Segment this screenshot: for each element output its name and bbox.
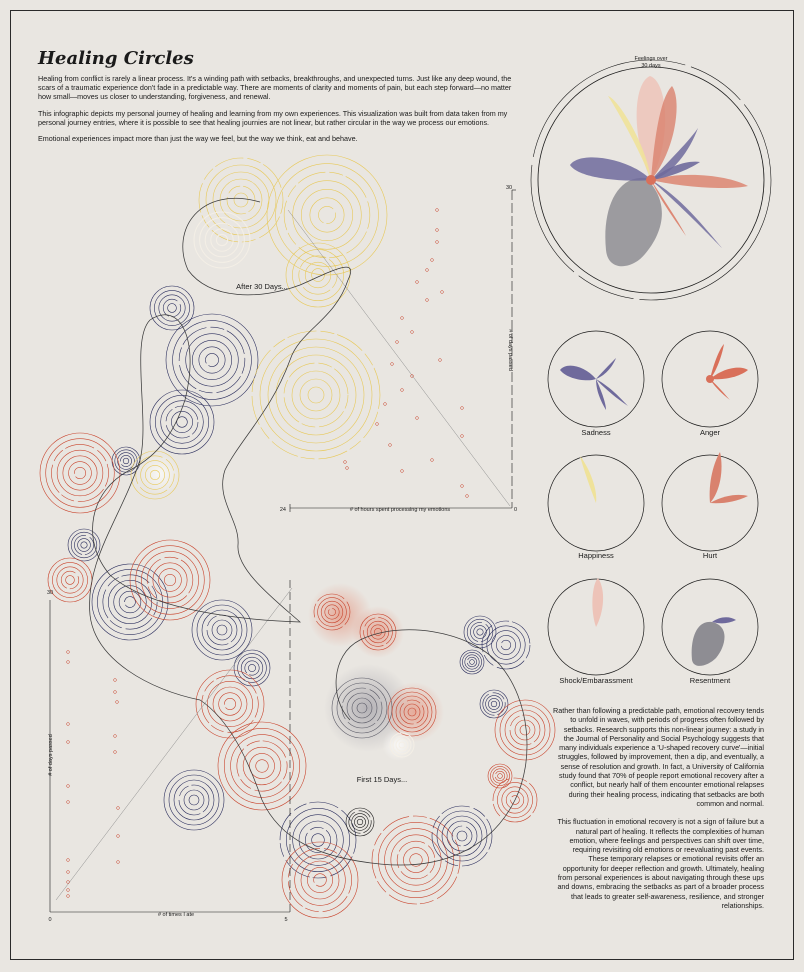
wheel-hurt-label: Hurt bbox=[702, 551, 718, 560]
ring-group-yellow bbox=[267, 155, 387, 275]
wheel-sadness bbox=[548, 331, 644, 437]
scatter-dot bbox=[461, 407, 464, 410]
wheel-sadness-label: Sadness bbox=[581, 428, 611, 437]
scatter-dot bbox=[67, 651, 70, 654]
scatter-dot bbox=[416, 417, 419, 420]
scatter-dot bbox=[67, 871, 70, 874]
scatter-dot bbox=[436, 241, 439, 244]
top-axis-x-label: # of hours spent processing my emotions bbox=[349, 507, 451, 513]
scatter-dot bbox=[67, 661, 70, 664]
body-paragraph-2: This fluctuation in emotional recovery is not a sign of failure but a natural part of healing. It reflects the complexities of human emotion, where feelings and perspectives can shift over time, requiring revisiting old emotions or reevaluating past events. These temporary relapses or emotional revisits offer an opportunity for deeper reflection and growth. Ultimately, healing from personal experiences is about navigating through these ups and downs, embracing the setbacks as part of a broader process that leads to greater self-awareness, resilience, and stronger relationships. bbox=[557, 817, 764, 910]
emotion-wheels bbox=[548, 331, 758, 685]
scatter-dot bbox=[67, 723, 70, 726]
scatter-dot bbox=[117, 835, 120, 838]
ring-group-red bbox=[218, 722, 306, 810]
ring-group-navy bbox=[150, 390, 214, 454]
bottom-scatter-dots bbox=[67, 651, 120, 898]
intro-paragraph-3: Emotional experiences impact more than just the way we feel, but the way we think, eat and behave. bbox=[38, 134, 358, 144]
scatter-dot bbox=[344, 461, 347, 464]
bottom-axis-y-max: 30 bbox=[46, 590, 54, 596]
wheel-happiness-label: Happiness bbox=[578, 551, 614, 560]
scatter-dot bbox=[431, 259, 434, 262]
top-axis-x-start: 24 bbox=[279, 507, 286, 513]
scatter-dot bbox=[431, 459, 434, 462]
ring-group-red bbox=[372, 816, 460, 904]
body-paragraph-1: Rather than following a predictable path, emotional recovery tends to unfold in waves, with periods of progress often followed by setbacks. Research supports this non-linear journey: a study in the Journal of Personality and Social Psychology suggests that many individuals experience a 'U-shaped recovery curve'—initial struggles, followed by improvement, then a dip, and eventually, a sense of resolution and growth. In fact, a University of California study found that 70% of people report emotional recovery after a conflict, but nearly half of them encounter emotional relapses during their healing process, indicating that setbacks are both common and normal. bbox=[553, 706, 764, 808]
scatter-dot bbox=[461, 435, 464, 438]
scatter-dot bbox=[416, 281, 419, 284]
ring-group-yellow bbox=[252, 331, 380, 459]
body-text bbox=[552, 706, 764, 919]
bottom-axis-x-label: # of times I ate bbox=[157, 912, 195, 918]
scatter-dot bbox=[114, 679, 117, 682]
intro-paragraph-2: This infographic depicts my personal journey of healing and learning from my own experiences. This visualization was built from data taken from my personal journey entries, where it is possible to see that healing journies are not linear, but rather circular in the way we process our emotions. bbox=[38, 108, 508, 127]
scatter-dot bbox=[117, 807, 120, 810]
scatter-dot bbox=[116, 701, 119, 704]
scatter-dot bbox=[67, 881, 70, 884]
wheel-anger bbox=[662, 331, 758, 437]
ring-group-navy bbox=[150, 286, 194, 330]
scatter-dot bbox=[401, 470, 404, 473]
big-petal-sadness-left bbox=[570, 157, 651, 180]
scatter-dot bbox=[391, 363, 394, 366]
ring-group-red bbox=[196, 670, 264, 738]
scatter-dot bbox=[401, 317, 404, 320]
wheel-resentment-label: Resentment bbox=[689, 676, 731, 685]
wheel-resentment bbox=[662, 579, 758, 685]
ring-group-yellow bbox=[199, 158, 283, 242]
scatter-dot bbox=[67, 801, 70, 804]
wheel-shock bbox=[548, 578, 644, 685]
feelings-label-line1: Feelings over bbox=[634, 56, 668, 62]
journey-path bbox=[90, 198, 527, 865]
after-30-days-label: After 30 Days... bbox=[236, 282, 288, 291]
scatter-dot bbox=[114, 691, 117, 694]
top-scatter-dots bbox=[344, 209, 469, 498]
concentric-circles bbox=[40, 155, 555, 918]
scatter-dot bbox=[466, 495, 469, 498]
first-15-days-label: First 15 Days... bbox=[356, 775, 408, 784]
glow-layer bbox=[140, 454, 444, 761]
scatter-dot bbox=[114, 751, 117, 754]
bottom-axis-y-min: 0 bbox=[48, 917, 52, 923]
top-axis-y-label: # of days passed bbox=[507, 329, 513, 371]
ring-group-ink bbox=[346, 808, 374, 836]
scatter-dot bbox=[411, 331, 414, 334]
scatter-dot bbox=[426, 269, 429, 272]
wheel-hurt bbox=[662, 452, 758, 560]
wheel-shock-label: Shock/Embarassment bbox=[559, 676, 633, 685]
ring-group-navy bbox=[164, 770, 224, 830]
scatter-dot bbox=[439, 359, 442, 362]
wheel-anger-label: Anger bbox=[699, 428, 721, 437]
bottom-axis-y-label: # of days passed bbox=[48, 734, 54, 776]
ring-group-navy bbox=[234, 650, 270, 686]
top-axis-x-end: 0 bbox=[514, 507, 518, 513]
ring-group-navy bbox=[460, 650, 484, 674]
scatter-dot bbox=[67, 859, 70, 862]
scatter-dot bbox=[67, 741, 70, 744]
ring-group-red bbox=[488, 764, 512, 788]
feelings-wheel bbox=[531, 56, 771, 300]
scatter-dot bbox=[436, 209, 439, 212]
ring-group-red bbox=[130, 540, 210, 620]
scatter-dot bbox=[436, 229, 439, 232]
scatter-dot bbox=[376, 423, 379, 426]
scatter-dot bbox=[389, 444, 392, 447]
bottom-axis-x-end: 5 bbox=[284, 917, 288, 923]
top-scatter-chart bbox=[280, 185, 517, 513]
ring-group-red bbox=[40, 433, 120, 513]
ring-group-navy bbox=[68, 529, 100, 561]
big-petal-resentment bbox=[605, 178, 662, 266]
scatter-dot bbox=[461, 485, 464, 488]
scatter-dot bbox=[67, 889, 70, 892]
scatter-dot bbox=[384, 403, 387, 406]
scatter-dot bbox=[117, 861, 120, 864]
scatter-dot bbox=[396, 341, 399, 344]
top-axis-y-max: 30 bbox=[505, 185, 513, 191]
scatter-dot bbox=[426, 299, 429, 302]
ring-group-navy bbox=[464, 616, 496, 648]
scatter-dot bbox=[346, 467, 349, 470]
ring-group-red bbox=[48, 558, 92, 602]
scatter-dot bbox=[114, 735, 117, 738]
ring-group-navy bbox=[192, 600, 252, 660]
page-title: Healing Circles bbox=[38, 48, 194, 69]
bottom-scatter-chart bbox=[47, 580, 292, 923]
ring-group-navy bbox=[480, 690, 508, 718]
scatter-dot bbox=[441, 291, 444, 294]
wheel-happiness bbox=[548, 455, 644, 560]
scatter-dot bbox=[67, 895, 70, 898]
scatter-dot bbox=[67, 785, 70, 788]
intro-paragraph-1: Healing from conflict is rarely a linear process. It's a winding path with setbacks, breakthroughs, and unexpected turns. Just like any deep wound, the scars of a traumatic experience don't fade in a predictable way. There are moments of clarity and moments of pain, but each step forward—no matter how small—moves us closer to understanding, forgiveness, and renewal. bbox=[38, 74, 512, 102]
ring-group-navy bbox=[166, 314, 258, 406]
feelings-label-line2: 30 days bbox=[641, 63, 661, 69]
scatter-dot bbox=[401, 389, 404, 392]
